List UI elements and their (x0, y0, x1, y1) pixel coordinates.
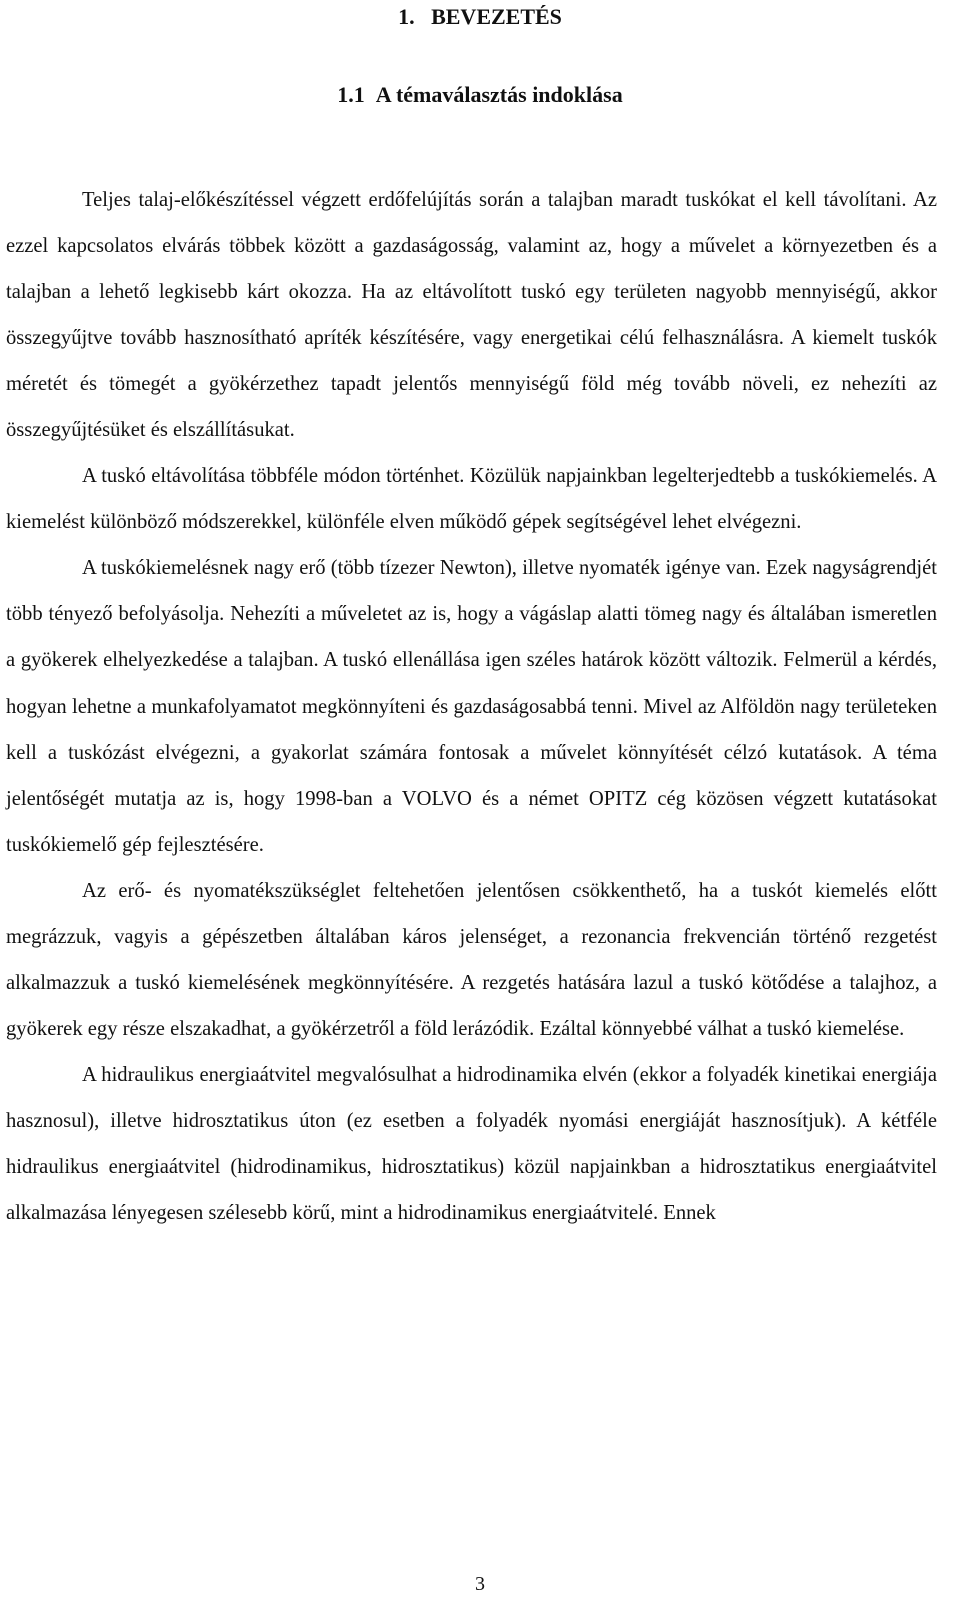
page-number: 3 (475, 1573, 485, 1595)
chapter-title: 1. BEVEZETÉS (398, 4, 562, 29)
paragraph: A tuskókiemelésnek nagy erő (több tízezer Newton), illetve nyomaték igénye van. Ezek nagyságrendjét több tényező befolyásolja. Nehezíti a műveletet az is, hogy a vágáslap alatti tömeg nagy és általában ismeretlen a gyökerek elhelyezkedése a talajban. A tuskó ellenállása igen széles határok között változik. Felmerül a kérdés, hogyan lehetne a munkafolyamatot megkönnyíteni és gazdaságosabbá tenni. Mivel az Alföldön nagy területeken kell a tuskózást elvégezni, a gyakorlat számára fontosak a művelet könnyítését célzó kutatások. A téma jelentőségét mutatja az is, hogy 1998-ban a VOLVO és a német OPITZ cég közösen végzett kutatásokat tuskókiemelő gép fejlesztésére. (6, 557, 937, 856)
paragraph: A tuskó eltávolítása többféle módon történhet. Közülük napjainkban legelterjedtebb a tuskókiemelés. A kiemelést különböző módszerekkel, különféle elven működő gépek segítségével lehet elvégezni. (6, 465, 937, 534)
section-title: 1.1 A témaválasztás indoklása (337, 82, 623, 107)
paragraph: Teljes talaj-előkészítéssel végzett erdőfelújítás során a talajban maradt tuskókat el kell távolítani. Az ezzel kapcsolatos elvárás többek között a gazdaságosság, valamint az, hogy a művelet a környezetben és a talajban a lehető legkisebb kárt okozza. Ha az eltávolított tuskó egy területen nagyobb mennyiségű, akkor összegyűjtve tovább hasznosítható apríték készítésére, vagy energetikai célú felhasználásra. A kiemelt tuskók méretét és tömegét a gyökérzethez tapadt jelentős mennyiségű föld még tovább növeli, ez nehezíti az összegyűjtésüket és elszállításukat. (6, 189, 937, 442)
body-text (6, 177, 937, 1236)
paragraph: Az erő- és nyomatékszükséglet feltehetően jelentősen csökkenthető, ha a tuskót kiemelés előtt megrázzuk, vagyis a gépészetben általában káros jelenséget, a rezonancia frekvencián történő rezgetést alkalmazzuk a tuskó kiemelésének megkönnyítésére. A rezgetés hatására lazul a tuskó kötődése a talajhoz, a gyökerek egy része elszakadhat, a gyökérzetről a föld lerázódik. Ezáltal könnyebbé válhat a tuskó kiemelése. (6, 879, 937, 1040)
paragraph: A hidraulikus energiaátvitel megvalósulhat a hidrodinamika elvén (ekkor a folyadék kinetikai energiája hasznosul), illetve hidrosztatikus úton (ez esetben a folyadék nyomási energiáját hasznosítjuk). A kétféle hidraulikus energiaátvitel (hidrodinamikus, hidrosztatikus) közül napjainkban a hidrosztatikus energiaátvitel alkalmazása lényegesen szélesebb körű, mint a hidrodinamikus energiaátvitelé. Ennek (6, 1063, 937, 1225)
